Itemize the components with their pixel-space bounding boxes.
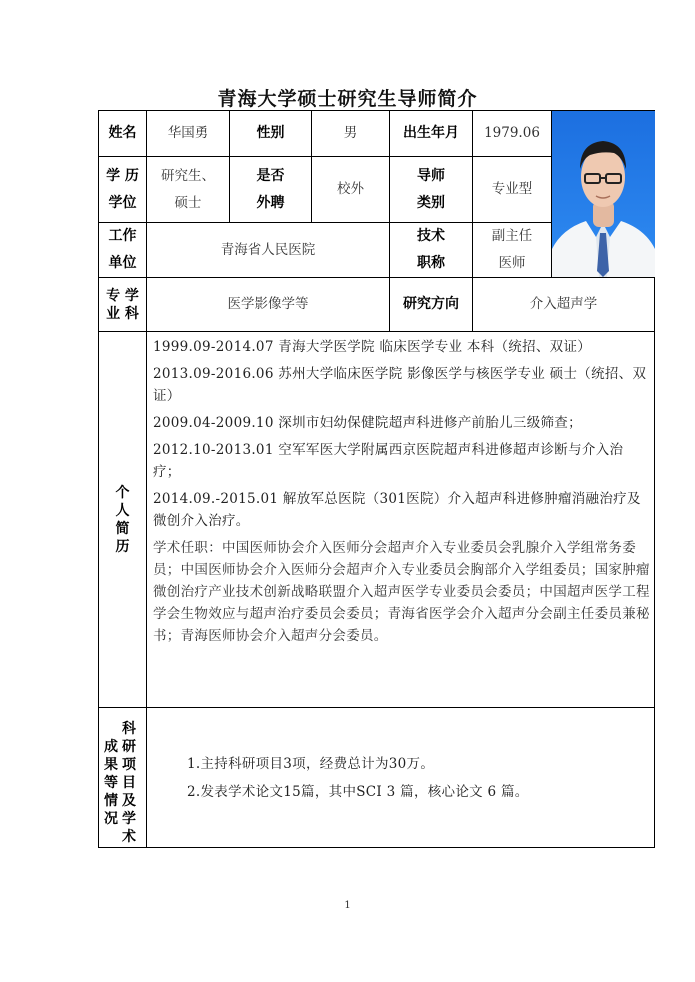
research-direction-label: 研究方向 bbox=[390, 278, 473, 332]
job-title-value: 副主任 医师 bbox=[473, 223, 552, 278]
research-direction-value: 介入超声学 bbox=[473, 278, 655, 332]
resume-entry: 2009.04-2009.10 深圳市妇幼保健院超声科进修产前胎儿三级筛查； bbox=[153, 415, 582, 431]
page-number: 1 bbox=[344, 900, 351, 911]
external-hire-value: 校外 bbox=[312, 157, 390, 223]
page-title: 青海大学硕士研究生导师简介 bbox=[217, 88, 478, 110]
job-title-label: 技术 职称 bbox=[390, 223, 473, 278]
achievement-item: 1.主持科研项目3项，经费总计为30万。 bbox=[187, 755, 435, 772]
major-label: 专 学 业 科 bbox=[99, 278, 147, 332]
resume-entry: 1999.09-2014.07 青海大学医学院 临床医学专业 本科（统招、双证） bbox=[153, 339, 592, 355]
gender-value: 男 bbox=[312, 111, 390, 157]
profile-table bbox=[98, 110, 655, 848]
external-hire-label: 是否 外聘 bbox=[230, 157, 312, 223]
resume-entry: 2012.10-2013.01 空军军医大学附属西京医院超声科进修超声诊断与介入治疗； bbox=[153, 442, 624, 480]
resume-entry: 2013.09-2016.06 苏州大学临床医学院 影像医学与核医学专业 硕士（统招、双证） bbox=[153, 366, 647, 404]
name-value: 华国勇 bbox=[147, 111, 230, 157]
mentor-type-value: 专业型 bbox=[473, 157, 552, 223]
portrait-photo bbox=[552, 111, 655, 278]
resume-label: 个 人 简 历 bbox=[99, 332, 147, 708]
name-label: 姓名 bbox=[99, 111, 147, 157]
gender-label: 性别 bbox=[230, 111, 312, 157]
research-achievements-label: 成 果 等 情 况 科 研 项 目 及 学 术 bbox=[99, 708, 147, 848]
work-unit-value: 青海省人民医院 bbox=[147, 223, 390, 278]
achievement-item: 2.发表学术论文15篇，其中SCI 3 篇，核心论文 6 篇。 bbox=[187, 783, 529, 800]
resume-content bbox=[147, 332, 655, 708]
birth-label: 出生年月 bbox=[390, 111, 473, 157]
work-unit-label: 工作 单位 bbox=[99, 223, 147, 278]
resume-entry: 2014.09.-2015.01 解放军总医院（301医院）介入超声科进修肿瘤消融治疗及微创介入治疗。 bbox=[153, 491, 641, 529]
birth-value: 1979.06 bbox=[473, 111, 552, 157]
mentor-type-label: 导师 类别 bbox=[390, 157, 473, 223]
research-achievements-content bbox=[147, 708, 655, 848]
portrait-image bbox=[552, 111, 655, 277]
major-value: 医学影像学等 bbox=[147, 278, 390, 332]
academic-positions: 学术任职：中国医师协会介入医师分会超声介入专业委员会乳腺介入学组常务委员；中国医师协会介入医师分会超声介入专业委员会胸部介入学组委员；国家肿瘤微创治疗产业技术创新战略联盟介入超声医学专业委员会委员；中国超声医学工程学会生物效应与超声治疗委员会委员；青海省医学会介入超声分会副主任委员兼秘书；青海医师协会介入超声分会委员。 bbox=[153, 540, 650, 644]
education-label: 学 历 学位 bbox=[99, 157, 147, 223]
education-value: 研究生、 硕士 bbox=[147, 157, 230, 223]
